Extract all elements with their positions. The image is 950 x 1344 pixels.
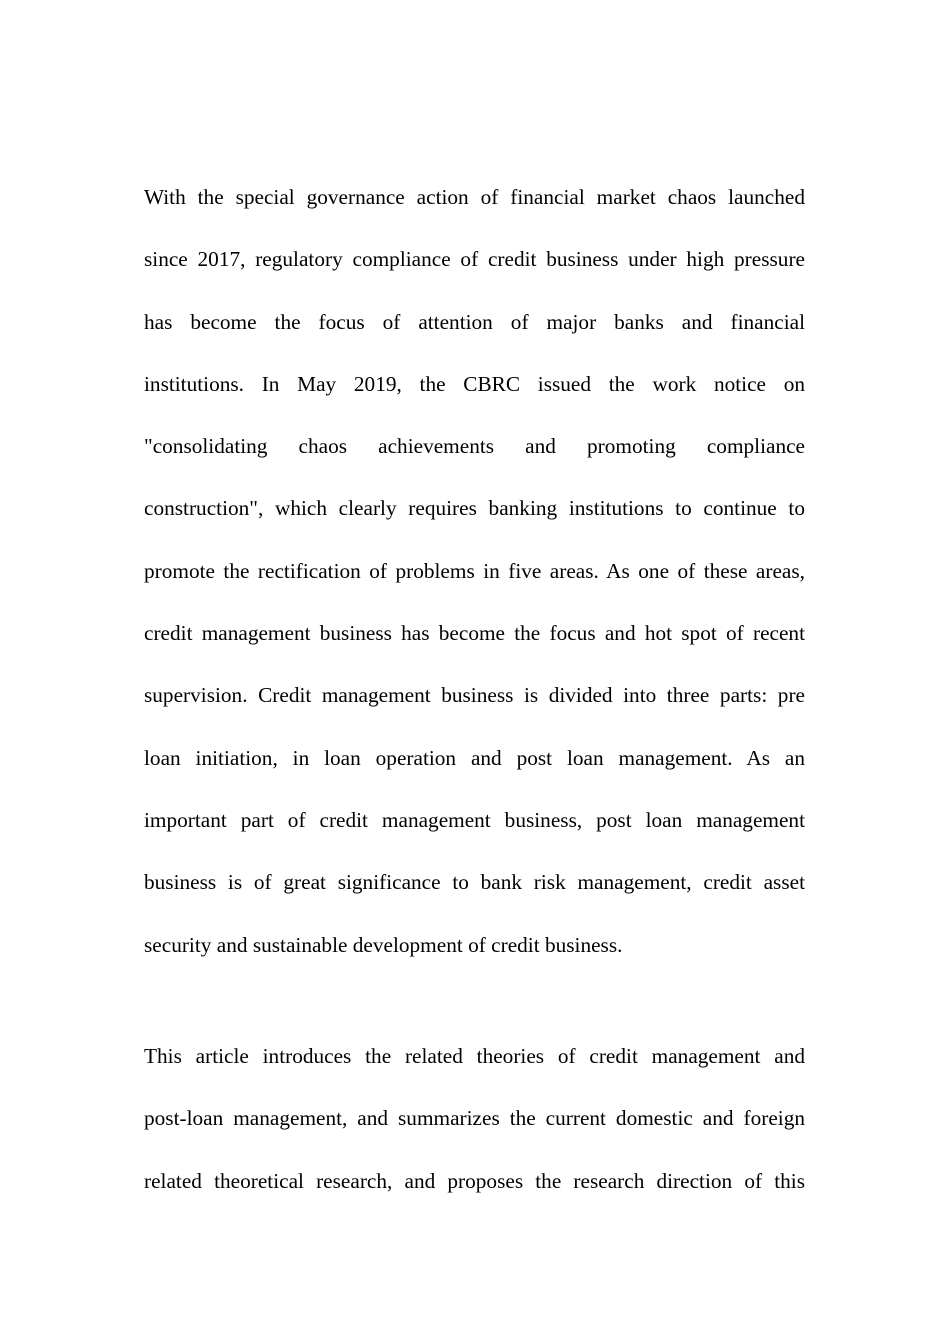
text-line-content: important part of credit management business, post loan management bbox=[144, 807, 805, 832]
text-line-content: business is of great significance to bank risk management, credit asset bbox=[144, 870, 805, 895]
text-line-content: related theoretical research, and proposes the research direction of this bbox=[144, 1168, 805, 1193]
text-line bbox=[144, 495, 805, 557]
text-line bbox=[144, 807, 805, 869]
text-line bbox=[144, 869, 805, 931]
text-line-content: institutions. In May 2019, the CBRC issued the work notice on bbox=[144, 371, 805, 396]
text-line bbox=[144, 620, 805, 682]
text-line bbox=[144, 558, 805, 620]
text-line bbox=[144, 745, 805, 807]
text-line bbox=[144, 309, 805, 371]
text-line bbox=[144, 246, 805, 308]
text-line bbox=[144, 433, 805, 495]
text-line bbox=[144, 371, 805, 433]
text-line bbox=[144, 1168, 805, 1230]
text-line-content: credit management business has become the focus and hot spot of recent bbox=[144, 621, 805, 646]
text-line-content: With the special governance action of financial market chaos launched bbox=[144, 185, 805, 209]
text-line bbox=[144, 1043, 805, 1105]
text-line-content: loan initiation, in loan operation and post loan management. As an bbox=[144, 745, 805, 770]
text-line bbox=[144, 682, 805, 744]
paragraph-background bbox=[144, 184, 805, 994]
text-line-content: security and sustainable development of credit business. bbox=[144, 932, 623, 957]
text-line-content: post-loan management, and summarizes the current domestic and foreign bbox=[144, 1106, 805, 1131]
text-line bbox=[144, 184, 805, 246]
text-line-content: "consolidating chaos achievements and promoting compliance bbox=[144, 434, 805, 459]
text-line-content: supervision. Credit management business is divided into three parts: pre bbox=[144, 683, 805, 708]
paragraph-article-overview bbox=[144, 1043, 805, 1230]
text-line bbox=[144, 1105, 805, 1167]
text-line-content: This article introduces the related theories of credit management and bbox=[144, 1044, 805, 1068]
text-line bbox=[144, 932, 805, 994]
text-line-content: promote the rectification of problems in five areas. As one of these areas, bbox=[144, 558, 805, 583]
text-line-content: construction", which clearly requires banking institutions to continue to bbox=[144, 496, 805, 521]
text-line-content: has become the focus of attention of major banks and financial bbox=[144, 309, 805, 334]
text-line-content: since 2017, regulatory compliance of credit business under high pressure bbox=[144, 247, 805, 272]
